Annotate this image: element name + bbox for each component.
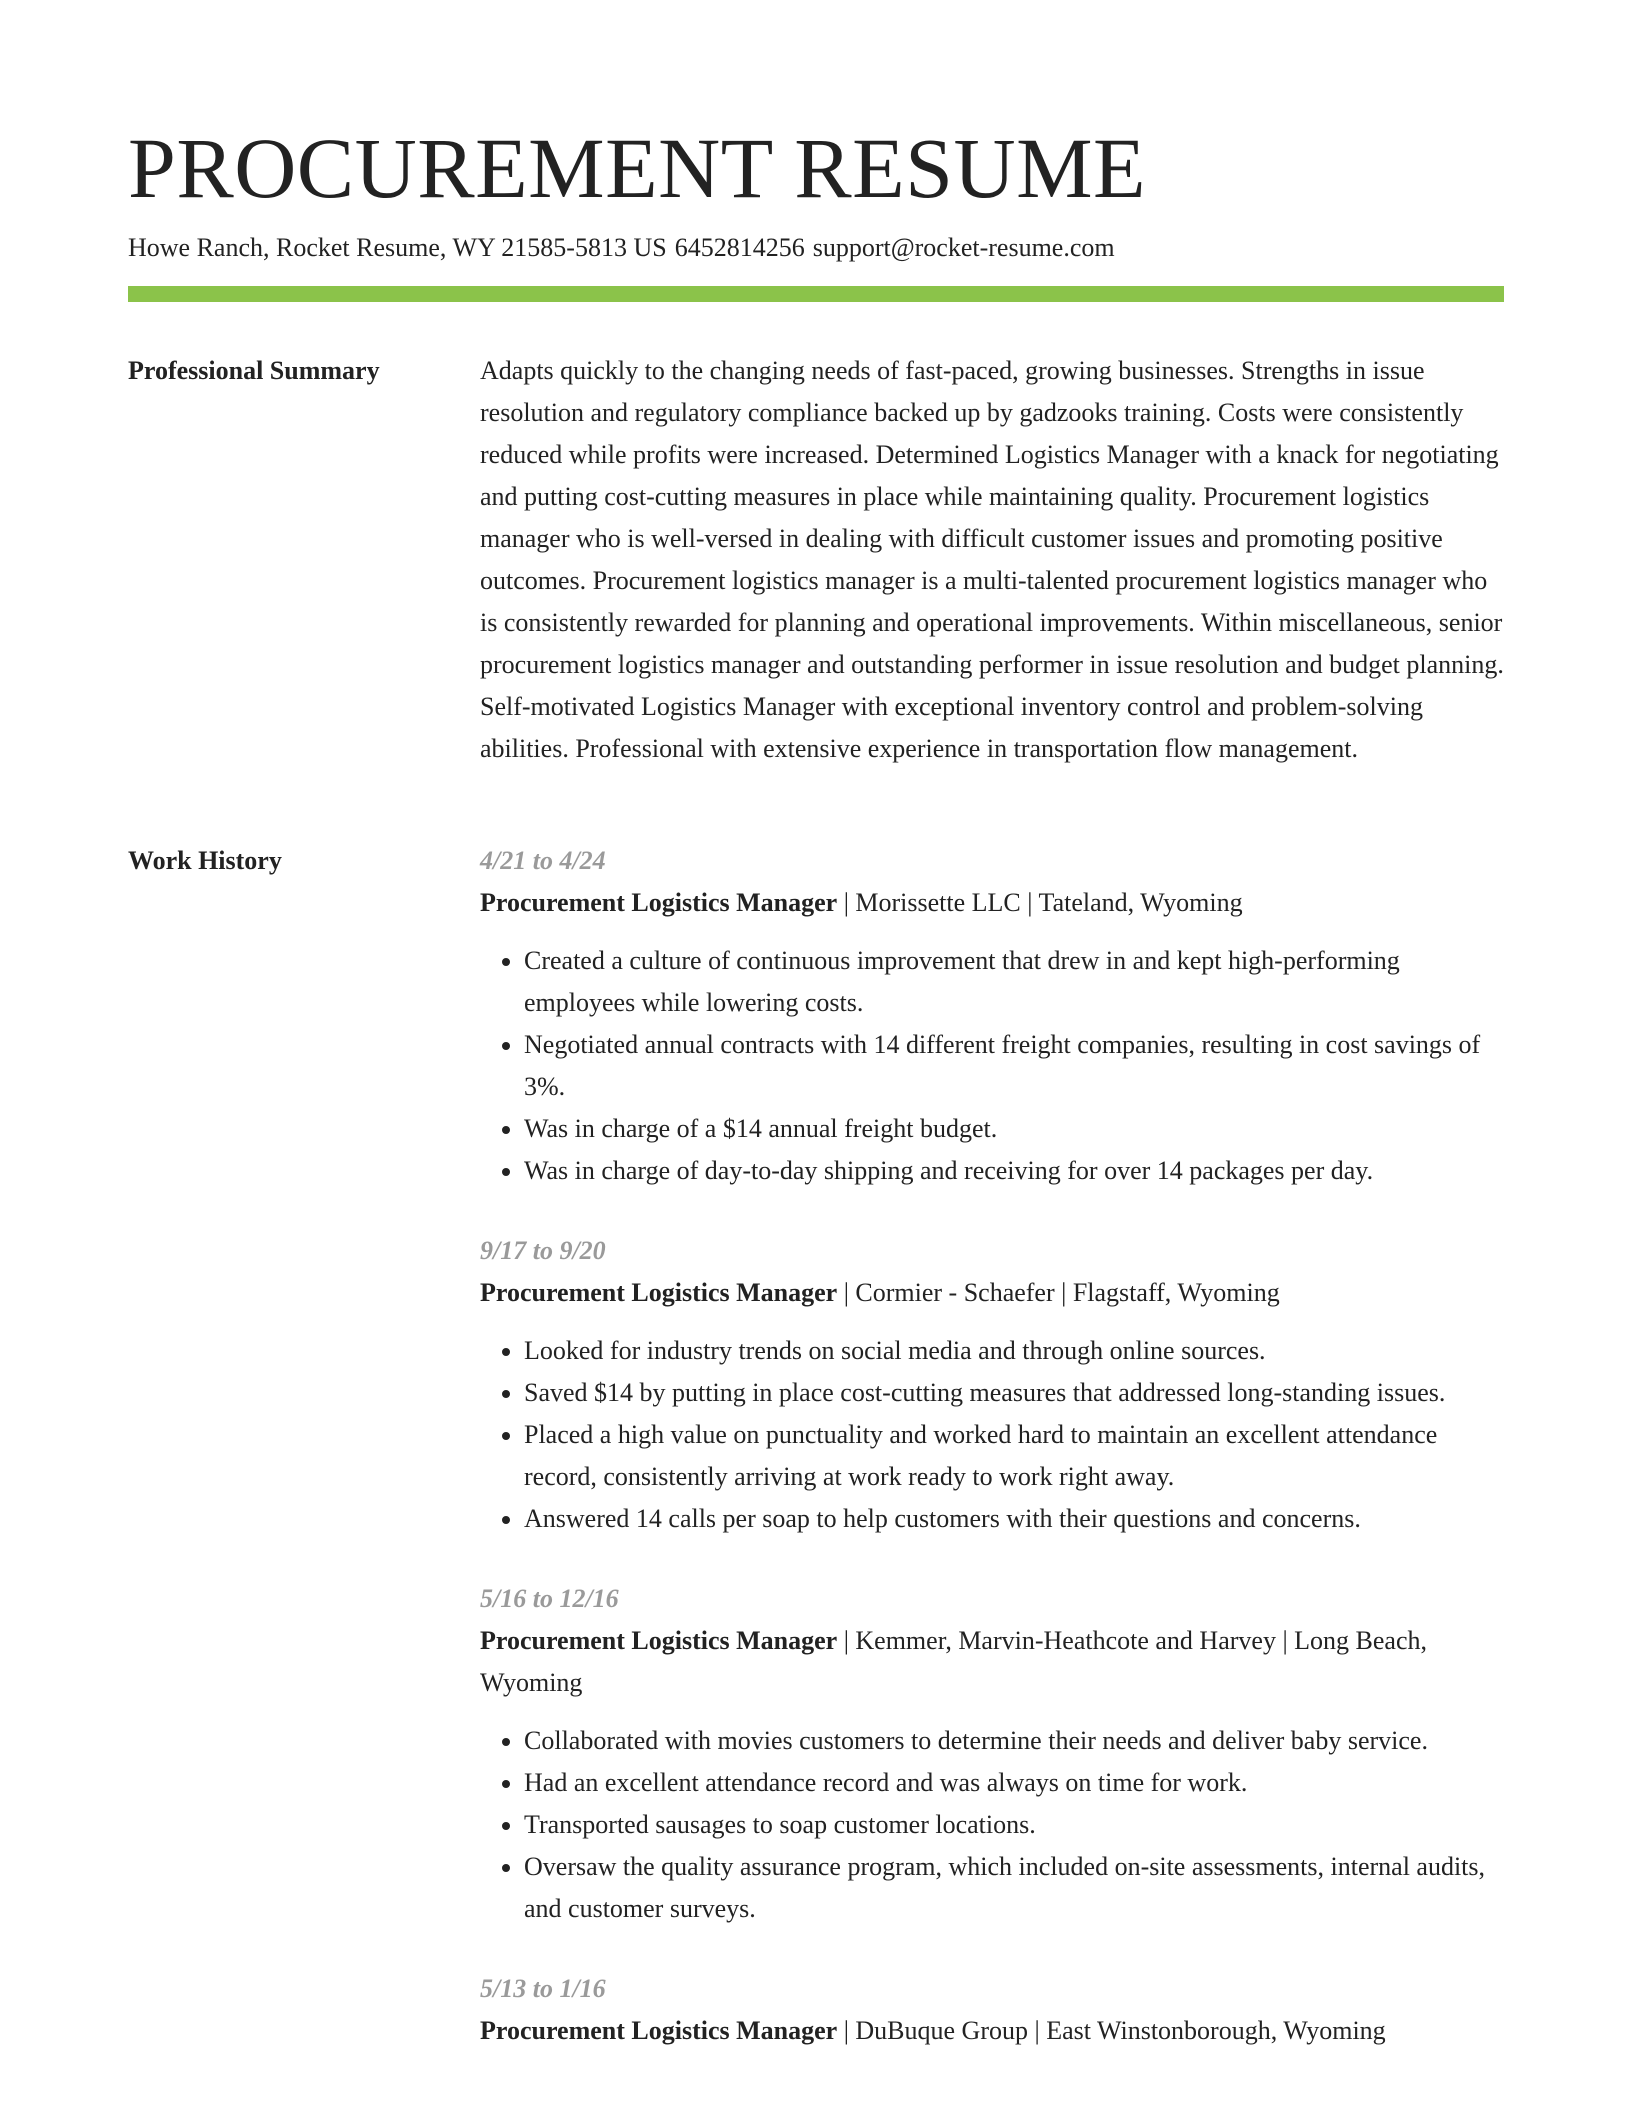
summary-text: Adapts quickly to the changing needs of fast-paced, growing businesses. Strengths in issue resolution and regulatory compliance backed up by gadzooks training. Costs were consistently reduced while profits were increased. Determined Logistics Manager with a knack for negotiating and putting cost-cutting measures in place while maintaining quality. Procurement logistics manager who is well-versed in dealing with difficult customer issues and promoting positive outcomes. Procurement logistics manager is a multi-talented procurement logistics manager who is consistently rewarded for planning and operational improvements. Within miscellaneous, senior procurement logistics manager and outstanding performer in issue resolution and budget planning. Self-motivated Logistics Manager with exceptional inventory control and problem-solving abilities. Professional with extensive experience in transportation flow management. <box>480 356 1504 763</box>
job-title: Procurement Logistics Manager <box>480 888 838 917</box>
contact-address: Howe Ranch, Rocket Resume, WY 21585-5813 US <box>128 233 667 262</box>
job-entry <box>480 1230 1504 1540</box>
duty-list <box>480 1720 1504 1930</box>
job-heading <box>480 1272 1504 1314</box>
duty-item: • Transported sausages to soap customer locations. <box>524 1804 1504 1846</box>
duty-item: • Collaborated with movies customers to determine their needs and deliver baby service. <box>524 1720 1504 1762</box>
duty-item: • Was in charge of day-to-day shipping and receiving for over 14 packages per day. <box>524 1150 1504 1192</box>
summary-heading: Professional Summary <box>128 356 380 385</box>
duty-item: • Saved $14 by putting in place cost-cutting measures that addressed long-standing issues. <box>524 1372 1504 1414</box>
job-details: | Kemmer, Marvin-Heathcote and Harvey | Long Beach, Wyoming <box>480 1626 1427 1697</box>
contact-line <box>128 230 1115 266</box>
job-details: | DuBuque Group | East Winstonborough, Wyoming <box>837 2016 1386 2045</box>
job-title: Procurement Logistics Manager <box>480 2016 838 2045</box>
job-dates: 5/13 to 1/16 <box>480 1974 606 2003</box>
duty-item: • Had an excellent attendance record and was always on time for work. <box>524 1762 1504 1804</box>
duty-item: • Placed a high value on punctuality and worked hard to maintain an excellent attendance record, consistently arriving at work ready to work right away. <box>524 1414 1504 1498</box>
contact-phone: 6452814256 <box>674 233 805 262</box>
summary-body <box>480 350 1504 770</box>
duty-list <box>480 940 1504 1192</box>
duty-item: • Oversaw the quality assurance program, which included on-site assessments, internal audits, and customer surveys. <box>524 1846 1504 1930</box>
duty-list <box>480 1330 1504 1540</box>
resume-title: PROCUREMENT RESUME <box>128 120 1147 216</box>
job-dates: 9/17 to 9/20 <box>480 1236 606 1265</box>
job-title: Procurement Logistics Manager <box>480 1626 838 1655</box>
accent-divider <box>128 286 1504 302</box>
job-heading <box>480 1620 1504 1704</box>
job-entry <box>480 1968 1504 2052</box>
duty-item: • Was in charge of a $14 annual freight budget. <box>524 1108 1504 1150</box>
job-title: Procurement Logistics Manager <box>480 1278 838 1307</box>
duty-item: • Looked for industry trends on social media and through online sources. <box>524 1330 1504 1372</box>
job-heading <box>480 882 1504 924</box>
duty-item: • Created a culture of continuous improvement that drew in and kept high-performing employees while lowering costs. <box>524 940 1504 1024</box>
job-details: | Morissette LLC | Tateland, Wyoming <box>837 888 1243 917</box>
work-history-heading: Work History <box>128 846 282 875</box>
duty-item: • Answered 14 calls per soap to help customers with their questions and concerns. <box>524 1498 1504 1540</box>
job-details: | Cormier - Schaefer | Flagstaff, Wyoming <box>837 1278 1280 1307</box>
contact-email: support@rocket-resume.com <box>812 233 1115 262</box>
job-entry <box>480 840 1504 1192</box>
job-dates: 4/21 to 4/24 <box>480 846 606 875</box>
work-history-body <box>480 840 1504 2090</box>
duty-item: • Negotiated annual contracts with 14 different freight companies, resulting in cost savings of 3%. <box>524 1024 1504 1108</box>
job-dates: 5/16 to 12/16 <box>480 1584 619 1613</box>
job-heading <box>480 2010 1504 2052</box>
job-entry <box>480 1578 1504 1930</box>
